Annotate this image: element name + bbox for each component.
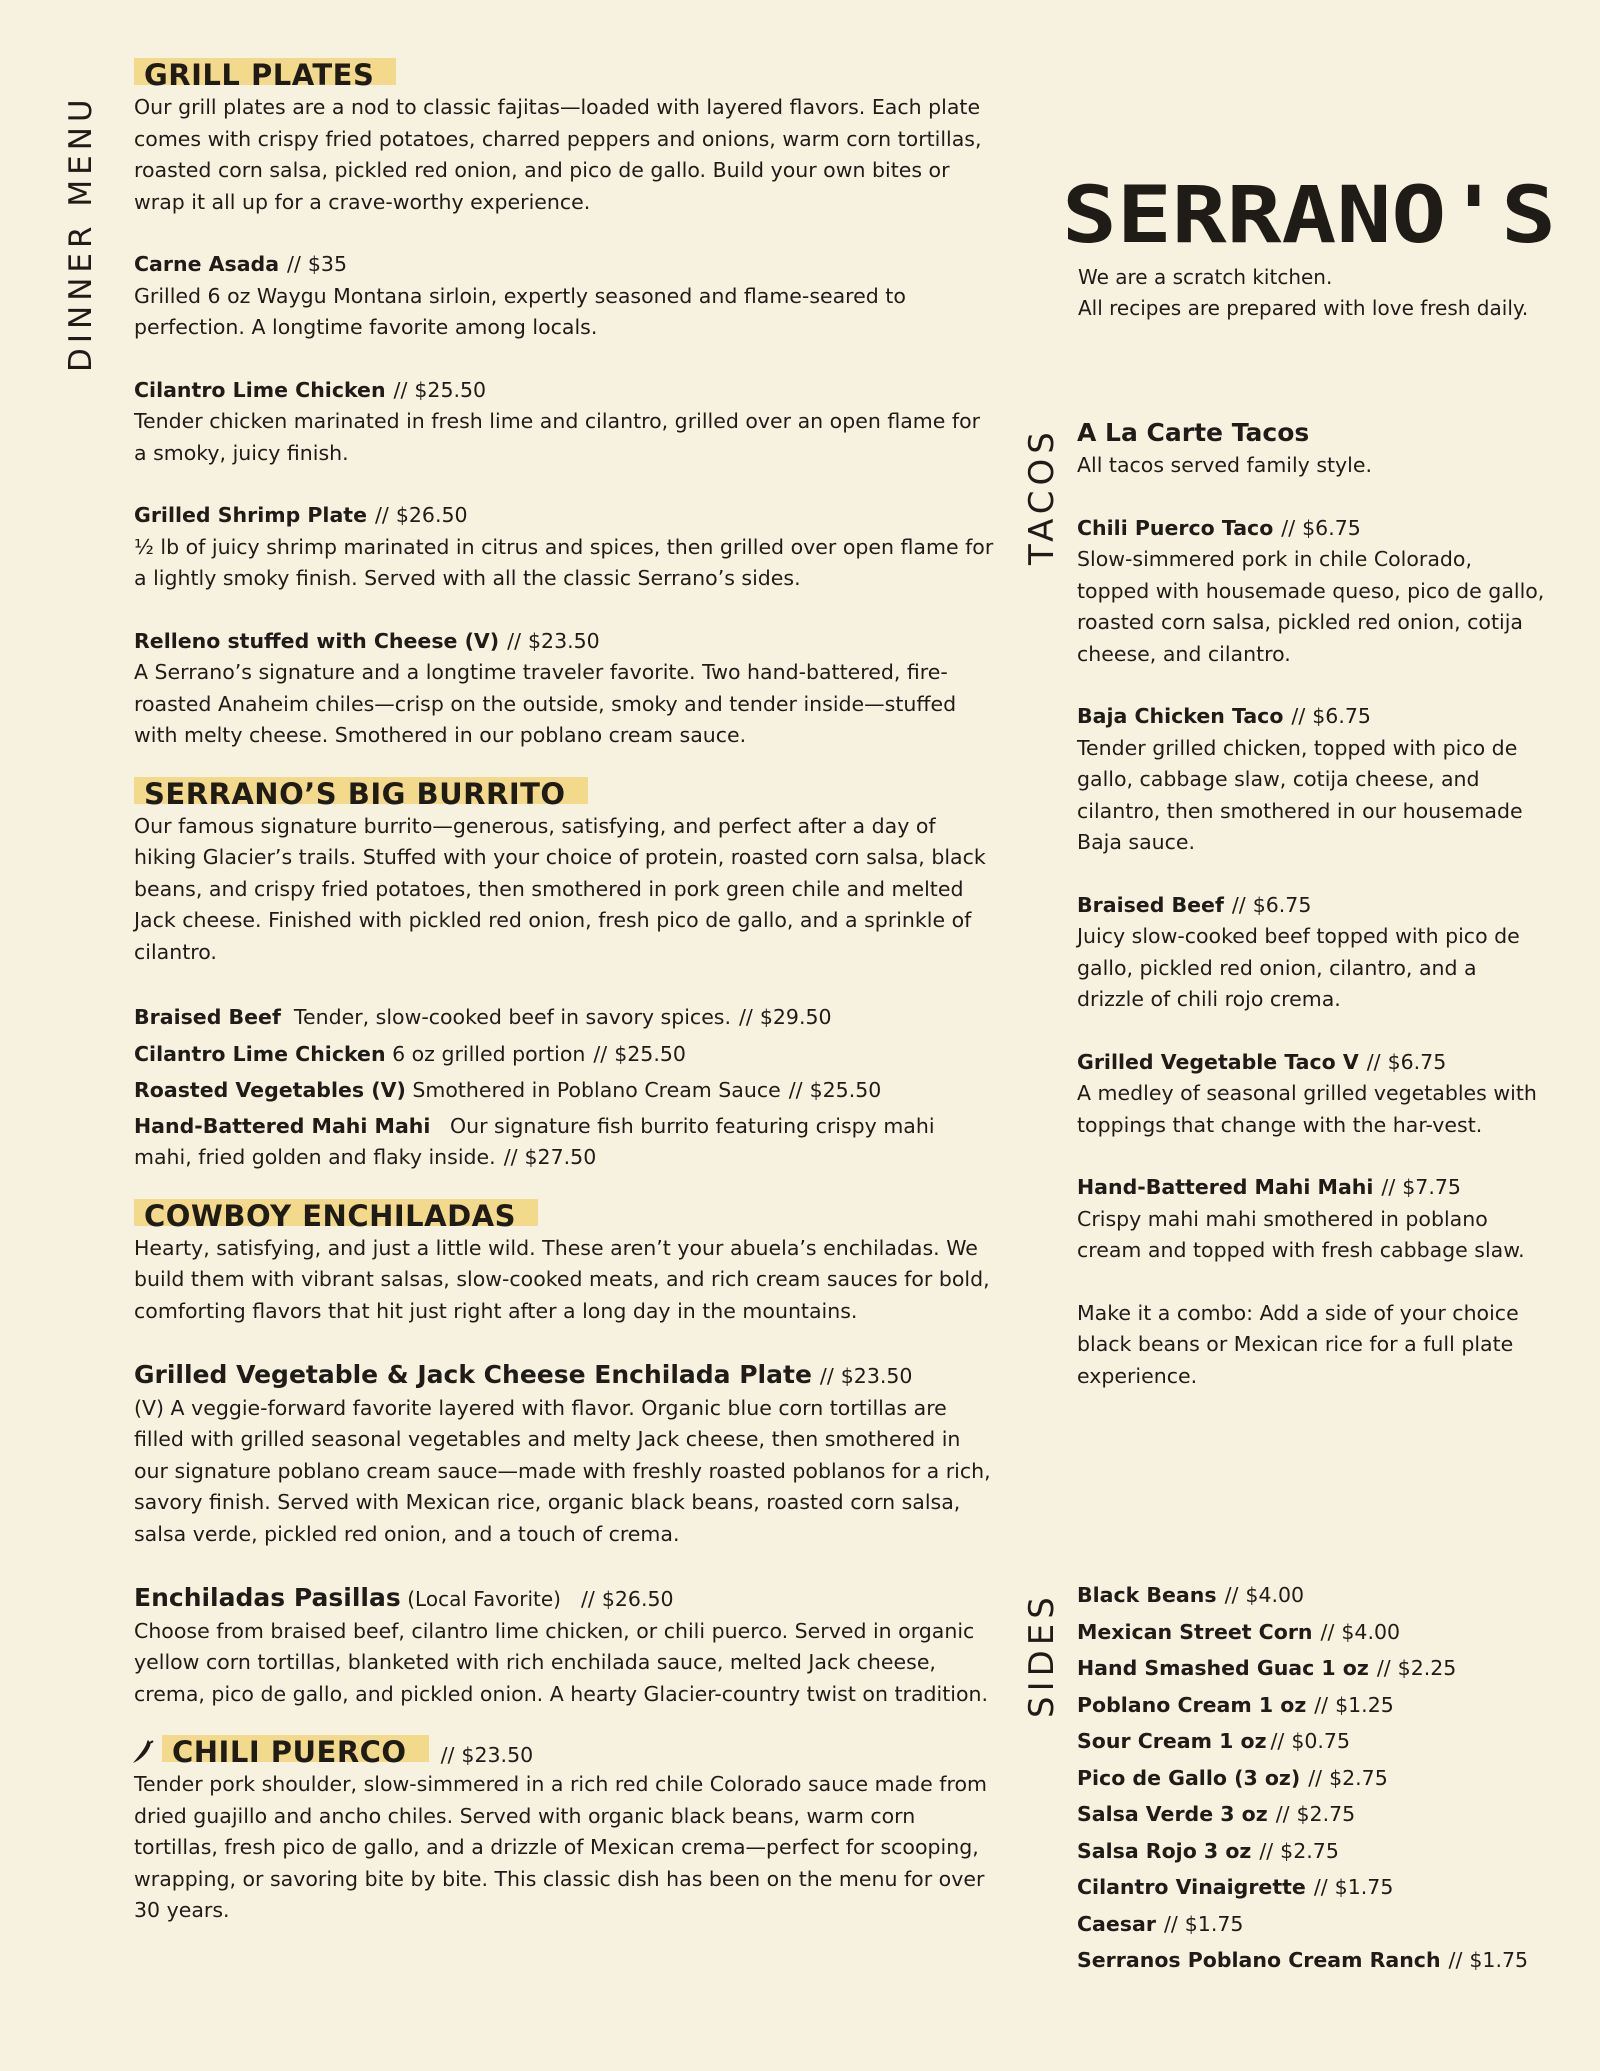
left-column (134, 58, 994, 1927)
side-item: Hand Smashed Guac 1 oz // $2.25 (1077, 1656, 1457, 1680)
side-item: Pico de Gallo (3 oz) // $2.75 (1077, 1765, 1388, 1790)
item-price: $2.25 (1397, 1656, 1457, 1680)
chili-puerco-description: Tender pork shoulder, slow-simmered in a rich red chile Colorado sauce made from dried guajillo and ancho chiles. Served with organic black beans, warm corn tortillas, fresh pico de gallo, and a drizzle of Mexican crema—perfect for scooping, wrapping, or savoring bite by bite. This classic dish has been on the menu for over 30 years. (134, 1772, 987, 1922)
item-price: $4.00 (1341, 1619, 1401, 1644)
burrito-option-roasted-vegetables: Roasted Vegetables (V) Smothered in Poblano Cream Sauce // $25.50 (134, 1078, 882, 1102)
tacos-subtitle: All tacos served family style. (1077, 453, 1372, 477)
side-item: Cilantro Vinaigrette // $1.75 (1077, 1875, 1394, 1899)
item-price: $2.75 (1329, 1765, 1388, 1790)
grill-item-cilantro-lime-chicken: Cilantro Lime Chicken // $25.50 Tender chicken marinated in fresh lime and cilantro, grilled over an open flame for a smoky, juicy finish. (134, 375, 994, 470)
item-price: $26.50 (601, 1587, 674, 1611)
item-price: $23.50 (461, 1743, 534, 1767)
big-burrito-heading: SERRANO’S BIG BURRITO (134, 777, 588, 804)
cowboy-enchiladas-intro: Hearty, satisfying, and just a little wild. These aren’t your abuela’s enchiladas. We build them with vibrant salsas, slow-cooked meats, and rich cream sauces for bold, comforting flavors that hit just right after a long day in the mountains. (134, 1235, 990, 1323)
item-price: $6.75 (1312, 704, 1371, 728)
item-price: $1.25 (1335, 1692, 1394, 1717)
side-item: Sour Cream 1 oz // $0.75 (1077, 1729, 1351, 1753)
grill-plates-heading: GRILL PLATES (134, 58, 396, 85)
enchilada-item-grilled-vegetable: Grilled Vegetable & Jack Cheese Enchilada Plate // $23.50 (V) A veggie-forward favorite layered with flavor. Organic blue corn tortillas are filled with grilled seasonal vegetables and melty Jack cheese, then smothered in our signature poblano cream sauce—made with freshly roasted poblanos for a rich, savory finish. Served with Mexican rice, organic black beans, roasted corn salsa, salsa verde, pickled red onion, and a touch of crema. (134, 1358, 994, 1550)
burrito-option-cilantro-lime-chicken: Cilantro Lime Chicken 6 oz grilled portion // $25.50 (134, 1041, 686, 1066)
item-price: $25.50 (414, 377, 487, 402)
item-price: $6.75 (1387, 1049, 1447, 1074)
tacos-label: TACOS (1022, 427, 1062, 565)
item-name: Grilled Vegetable & Jack Cheese Enchilada Plate (134, 1360, 812, 1389)
tacos-title: A La Carte Tacos (1077, 418, 1310, 447)
serranos-logo (1062, 180, 1556, 250)
chili-puerco-heading: CHILI PUERCO (162, 1735, 429, 1762)
taco-item-grilled-vegetable: Grilled Vegetable Taco V // $6.75 A medley of seasonal grilled vegetables with toppings that change with the har-vest. (1077, 1047, 1547, 1142)
side-item: Caesar // $1.75 (1077, 1911, 1244, 1936)
item-description: (V) A veggie-forward favorite layered with flavor. Organic blue corn tortillas are filled with grilled seasonal vegetables and melty Jack cheese, then smothered in our signature poblano cream sauce—made with freshly roasted poblanos for a rich, savory finish. Served with Mexican rice, organic black beans, roasted corn salsa, salsa verde, pickled red onion, and a touch of crema. (134, 1395, 991, 1546)
item-note: (Local Favorite) (407, 1587, 561, 1611)
item-price: $27.50 (524, 1145, 597, 1169)
item-name: Chili Puerco Taco (1077, 515, 1274, 540)
item-price: $2.75 (1280, 1838, 1339, 1863)
item-description: Choose from braised beef, cilantro lime chicken, or chili puerco. Served in organic yellow corn tortillas, blanketed with rich enchilada sauce, melted Jack cheese, crema, pico de gallo, and pickled onion. A hearty Glacier-country twist on tradition. (134, 1618, 988, 1706)
tagline (1078, 262, 1528, 324)
item-price: $29.50 (759, 1005, 832, 1029)
item-price: $23.50 (528, 628, 600, 653)
item-price: $2.75 (1296, 1802, 1356, 1826)
item-description: Grilled 6 oz Waygu Montana sirloin, expertly seasoned and flame-seared to perfection. A longtime favorite among locals. (134, 283, 906, 339)
item-price: $1.75 (1469, 1948, 1529, 1972)
tagline-line-2: All recipes are prepared with love fresh daily. (1078, 296, 1529, 320)
logo-text: SERRANO'S (1062, 180, 1556, 250)
side-item: Poblano Cream 1 oz // $1.25 (1077, 1692, 1394, 1717)
item-description: Tender chicken marinated in fresh lime and cilantro, grilled over an open flame for a smoky, juicy finish. (134, 409, 981, 465)
combo-note: Make it a combo: Add a side of your choice black beans or Mexican rice for a full plate experience. (1077, 1300, 1519, 1388)
item-name: Baja Chicken Taco (1077, 704, 1284, 728)
item-description: Juicy slow-cooked beef topped with pico de gallo, pickled red onion, cilantro, and a drizzle of chili rojo crema. (1077, 924, 1520, 1011)
taco-item-chili-puerco: Chili Puerco Taco // $6.75 Slow-simmered pork in chile Colorado, topped with housemade queso, pico de gallo, roasted corn salsa, pickled red onion, cotija cheese, and cilantro. (1077, 513, 1547, 671)
item-description: A medley of seasonal grilled vegetables with toppings that change with the har-vest. (1077, 1081, 1537, 1137)
item-name: Grilled Shrimp Plate (134, 503, 367, 527)
item-name: Grilled Vegetable Taco V (1077, 1049, 1359, 1074)
item-description: Tender grilled chicken, topped with pico de gallo, cabbage slaw, cotija cheese, and cilantro, then smothered in our housemade Baja sauce. (1077, 735, 1523, 854)
item-price: $7.75 (1402, 1175, 1461, 1199)
item-price: $6.75 (1252, 892, 1312, 917)
taco-item-mahi-mahi: Hand-Battered Mahi Mahi // $7.75 Crispy mahi mahi smothered in poblano cream and topped with fresh cabbage slaw. (1077, 1172, 1547, 1267)
side-item: Salsa Verde 3 oz // $2.75 (1077, 1802, 1356, 1826)
chili-pepper-icon (130, 1738, 156, 1766)
item-name: Relleno stuffed with Cheese (V) (134, 628, 500, 653)
item-price: $1.75 (1184, 1911, 1244, 1936)
item-price: $25.50 (614, 1041, 686, 1066)
item-name: Cilantro Lime Chicken (134, 377, 386, 402)
grill-item-shrimp-plate: Grilled Shrimp Plate // $26.50 ½ lb of juicy shrimp marinated in citrus and spices, then grilled over open flame for a lightly smoky finish. Served with all the classic Serrano’s sides. (134, 500, 994, 595)
item-name: Carne Asada (134, 252, 280, 276)
item-name: Braised Beef (1077, 892, 1224, 917)
item-name: Hand-Battered Mahi Mahi (1077, 1175, 1374, 1199)
enchilada-item-pasillas: Enchiladas Pasillas (Local Favorite) // $26.50 Choose from braised beef, cilantro lime chicken, or chili puerco. Served in organic yellow corn tortillas, blanketed with rich enchilada sauce, melted Jack cheese, crema, pico de gallo, and pickled onion. A hearty Glacier-country twist on tradition. (134, 1581, 994, 1710)
item-description: ½ lb of juicy shrimp marinated in citrus and spices, then grilled over open flame for a lightly smoky finish. Served with all the classic Serrano’s sides. (134, 534, 994, 590)
item-price: $26.50 (395, 503, 468, 527)
side-item: Serranos Poblano Cream Ranch // $1.75 (1077, 1948, 1529, 1972)
grill-item-carne-asada: Carne Asada // $35 Grilled 6 oz Waygu Montana sirloin, expertly seasoned and flame-seared to perfection. A longtime favorite among locals. (134, 249, 994, 344)
sides-label: SIDES (1022, 1592, 1062, 1718)
item-price: $23.50 (840, 1364, 913, 1388)
grill-item-relleno: Relleno stuffed with Cheese (V) // $23.50 A Serrano’s signature and a longtime traveler favorite. Two hand-battered, fire-roasted Anaheim chiles—crisp on the outside, smoky and tender inside—stuffed with melty cheese. Smothered in our poblano cream sauce. (134, 626, 994, 752)
item-description: A Serrano’s signature and a longtime traveler favorite. Two hand-battered, fire-roasted Anaheim chiles—crisp on the outside, smoky and tender inside—stuffed with melty cheese. Smothered in our poblano cream sauce. (134, 660, 957, 747)
side-item: Black Beans // $4.00 (1077, 1583, 1305, 1607)
burrito-option-braised-beef: Braised Beef Tender, slow-cooked beef in savory spices. // $29.50 (134, 1005, 832, 1029)
big-burrito-intro: Our famous signature burrito—generous, satisfying, and perfect after a day of hiking Glacier’s trails. Stuffed with your choice of protein, roasted corn salsa, black beans, and crispy fried potatoes, then smothered in pork green chile and melted Jack cheese. Finished with pickled red onion, fresh pico de gallo, and a sprinkle of cilantro. (134, 813, 986, 964)
tacos-section (1077, 416, 1547, 1392)
burrito-option-mahi-mahi: Hand-Battered Mahi Mahi Our signature fish burrito featuring crispy mahi mahi, fried golden and flaky inside. // $27.50 (134, 1113, 935, 1169)
grill-plates-intro: Our grill plates are a nod to classic fajitas—loaded with layered flavors. Each plate comes with crispy fried potatoes, charred peppers and onions, warm corn tortillas, roasted corn salsa, pickled red onion, and pico de gallo. Build your own bites or wrap it all up for a crave-worthy experience. (134, 95, 982, 214)
item-price: $0.75 (1291, 1729, 1351, 1753)
chili-puerco-header: CHILI PUERCO // $23.50 (130, 1735, 994, 1769)
item-price: $6.75 (1302, 515, 1361, 540)
item-price: $25.50 (809, 1078, 882, 1102)
taco-item-braised-beef: Braised Beef // $6.75 Juicy slow-cooked beef topped with pico de gallo, pickled red onion, cilantro, and a drizzle of chili rojo crema. (1077, 890, 1547, 1016)
sides-list (1077, 1577, 1547, 1979)
taco-item-baja-chicken: Baja Chicken Taco // $6.75 Tender grilled chicken, topped with pico de gallo, cabbage slaw, cotija cheese, and cilantro, then smothered in our housemade Baja sauce. (1077, 701, 1547, 859)
side-item: Salsa Rojo 3 oz // $2.75 (1077, 1838, 1339, 1863)
item-description: Crispy mahi mahi smothered in poblano cream and topped with fresh cabbage slaw. (1077, 1206, 1525, 1262)
item-price: $1.75 (1334, 1875, 1394, 1899)
dinner-menu-label: DINNER MENU (63, 94, 99, 372)
cowboy-enchiladas-heading: COWBOY ENCHILADAS (134, 1199, 538, 1226)
item-price: $35 (307, 252, 348, 276)
item-description: Slow-simmered pork in chile Colorado, topped with housemade queso, pico de gallo, roasted corn salsa, pickled red onion, cotija cheese, and cilantro. (1077, 547, 1545, 666)
item-name: Enchiladas Pasillas (134, 1583, 401, 1612)
burrito-options (134, 999, 994, 1174)
tagline-line-1: We are a scratch kitchen. (1078, 265, 1333, 289)
item-price: $4.00 (1245, 1583, 1305, 1607)
side-item: Mexican Street Corn // $4.00 (1077, 1619, 1401, 1644)
